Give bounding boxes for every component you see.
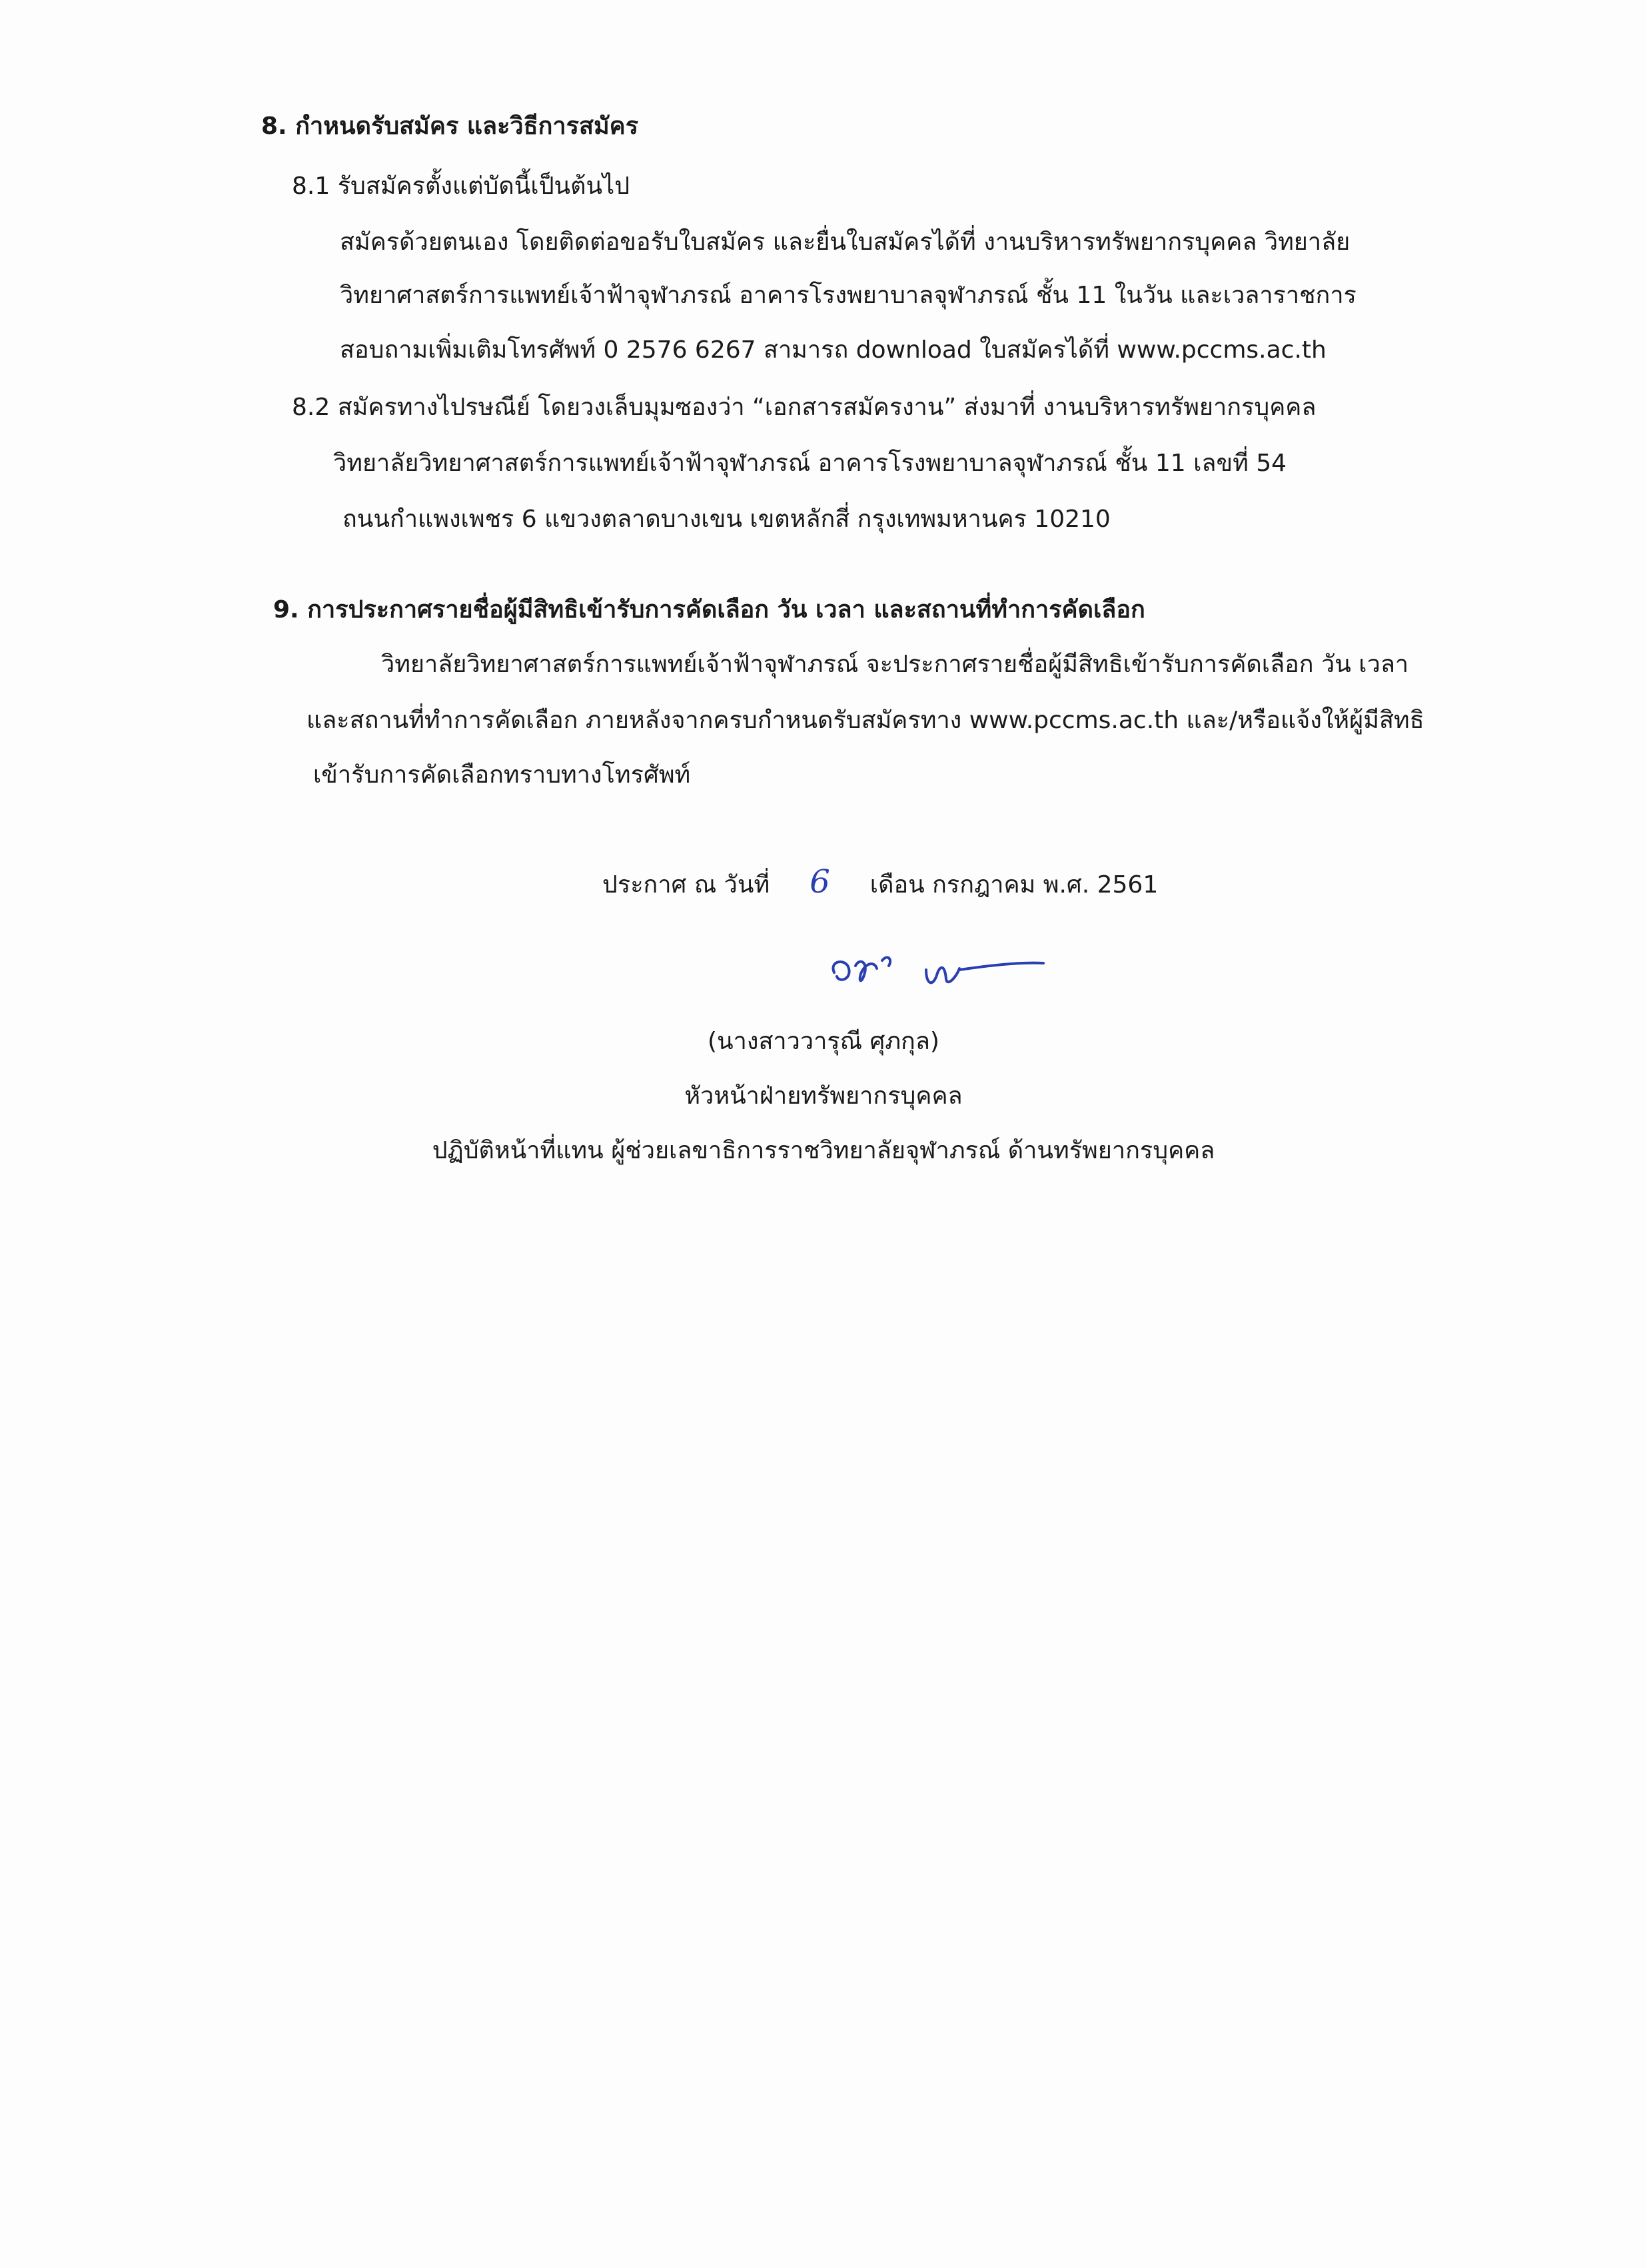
- section-8-2-heading: 8.2 สมัครทางไปรษณีย์ โดยวงเล็บมุมซองว่า “เอกสารสมัครงาน” ส่งมาที่ งานบริหารทรัพยากรบุคคล: [292, 394, 1317, 421]
- section-9-heading: 9. การประกาศรายชื่อผู้มีสิทธิเข้ารับการคัดเลือก วัน เวลา และสถานที่ทำการคัดเลือก: [273, 596, 1145, 623]
- section-8-1-line-1: สมัครด้วยตนเอง โดยติดต่อขอรับใบสมัคร และยื่นใบสมัครได้ที่ งานบริหารทรัพยากรบุคคล วิทยาลัย: [340, 228, 1351, 256]
- section-8-heading: 8. กำหนดรับสมัคร และวิธีการสมัคร: [261, 113, 639, 140]
- announcement-day: 6: [810, 863, 830, 901]
- signatory-acting: ปฏิบัติหน้าที่แทน ผู้ช่วยเลขาธิการราชวิทยาลัยจุฬาภรณ์ ด้านทรัพยากรบุคคล: [432, 1137, 1215, 1164]
- section-8-2-line-1: วิทยาลัยวิทยาศาสตร์การแพทย์เจ้าฟ้าจุฬาภรณ์ อาคารโรงพยาบาลจุฬาภรณ์ ชั้น 11 เลขที่ 54: [333, 450, 1287, 477]
- announcement-date: [602, 863, 1159, 901]
- section-8-2-line-2: ถนนกำแพงเพชร 6 แขวงตลาดบางเขน เขตหลักสี่ กรุงเทพมหานคร 10210: [342, 506, 1111, 533]
- signatory-title: หัวหน้าฝ่ายทรัพยากรบุคคล: [684, 1082, 963, 1110]
- signatory-name: (นางสาววารุณี ศุภกุล): [708, 1028, 939, 1055]
- section-9-line-3: เข้ารับการคัดเลือกทราบทางโทรศัพท์: [313, 761, 691, 789]
- announcement-suffix: เดือน กรกฎาคม พ.ศ. 2561: [869, 871, 1159, 899]
- signature-icon: [826, 946, 1046, 999]
- section-9-line-1: วิทยาลัยวิทยาศาสตร์การแพทย์เจ้าฟ้าจุฬาภรณ์ จะประกาศรายชื่อผู้มีสิทธิเข้ารับการคัดเลือก วัน เวลา: [381, 651, 1409, 678]
- section-9-line-2: และสถานที่ทำการคัดเลือก ภายหลังจากครบกำหนดรับสมัครทาง www.pccms.ac.th และ/หรือแจ้งให้ผู้มีสิทธิ: [306, 707, 1424, 734]
- section-8-1-line-2: วิทยาศาสตร์การแพทย์เจ้าฟ้าจุฬาภรณ์ อาคารโรงพยาบาลจุฬาภรณ์ ชั้น 11 ในวัน และเวลาราชการ: [340, 282, 1357, 309]
- section-8-1-heading: 8.1 รับสมัครตั้งแต่บัดนี้เป็นต้นไป: [292, 173, 630, 200]
- announcement-prefix: ประกาศ ณ วันที่: [602, 871, 770, 899]
- section-8-1-line-3: สอบถามเพิ่มเติมโทรศัพท์ 0 2576 6267 สามารถ download ใบสมัครได้ที่ www.pccms.ac.th: [340, 336, 1327, 364]
